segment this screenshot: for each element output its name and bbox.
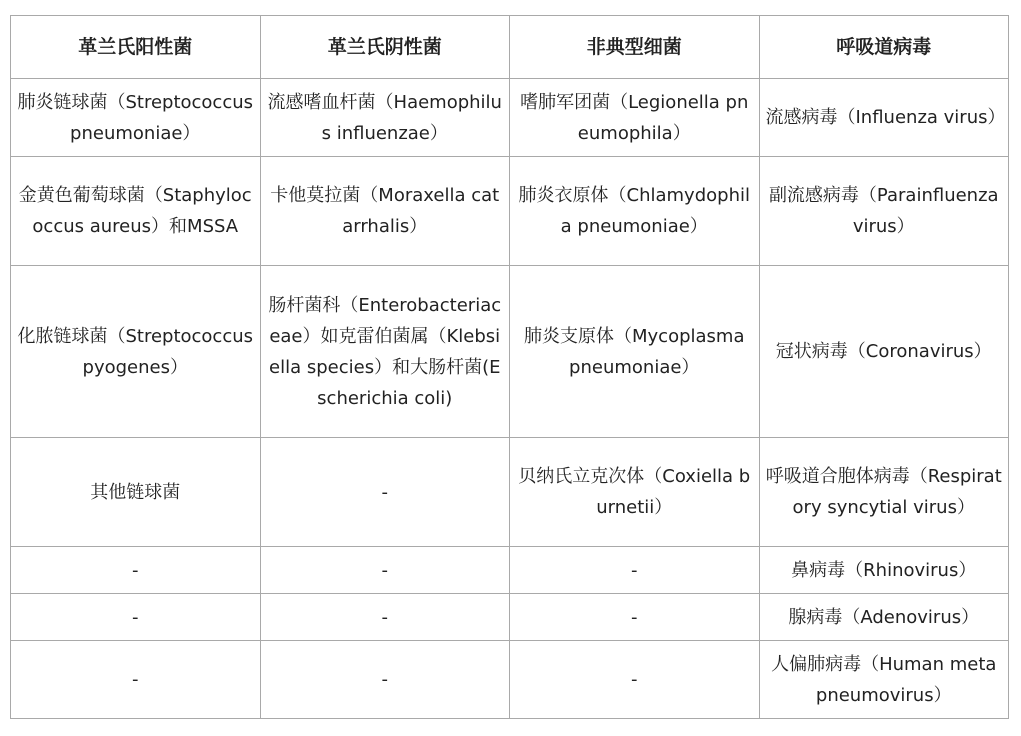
table-row [11,547,1009,594]
table-cell: 卡他莫拉菌（Moraxella catarrhalis） [260,157,510,266]
table-cell: - [260,547,510,594]
table-cell: 肺炎衣原体（Chlamydophila pneumoniae） [510,157,760,266]
table-row [11,438,1009,547]
header-respiratory-viruses: 呼吸道病毒 [759,16,1009,79]
table-cell: 腺病毒（Adenovirus） [759,594,1009,641]
table-cell: 其他链球菌 [11,438,261,547]
table-cell: 嗜肺军团菌（Legionella pneumophila） [510,79,760,157]
table-cell: - [260,641,510,719]
table-cell: 鼻病毒（Rhinovirus） [759,547,1009,594]
table-cell: 化脓链球菌（Streptococcus pyogenes） [11,266,261,438]
header-gram-positive: 革兰氏阳性菌 [11,16,261,79]
table-row [11,266,1009,438]
table-cell: - [260,594,510,641]
table-cell: - [510,641,760,719]
table-cell: 金黄色葡萄球菌（Staphylococcus aureus）和MSSA [11,157,261,266]
header-gram-negative: 革兰氏阴性菌 [260,16,510,79]
table-cell: - [11,594,261,641]
table-cell: 肺炎支原体（Mycoplasma pneumoniae） [510,266,760,438]
table-row [11,641,1009,719]
table-cell: 副流感病毒（Parainfluenza virus） [759,157,1009,266]
pathogen-table [10,15,1009,719]
header-row [11,16,1009,79]
table-cell: - [260,438,510,547]
table-cell: 人偏肺病毒（Human metapneumovirus） [759,641,1009,719]
table-row [11,157,1009,266]
table-cell: - [11,641,261,719]
header-atypical-bacteria: 非典型细菌 [510,16,760,79]
table-cell: 肠杆菌科（Enterobacteriaceae）如克雷伯菌属（Klebsiella species）和大肠杆菌(Escherichia coli) [260,266,510,438]
table-cell: - [510,594,760,641]
table-cell: 肺炎链球菌（Streptococcus pneumoniae） [11,79,261,157]
table-row [11,594,1009,641]
table-cell: 冠状病毒（Coronavirus） [759,266,1009,438]
table-cell: - [11,547,261,594]
table-cell: 贝纳氏立克次体（Coxiella burnetii） [510,438,760,547]
table-cell: 流感病毒（Influenza virus） [759,79,1009,157]
table-row [11,79,1009,157]
table-cell: - [510,547,760,594]
table-cell: 呼吸道合胞体病毒（Respiratory syncytial virus） [759,438,1009,547]
table-cell: 流感嗜血杆菌（Haemophilus influenzae） [260,79,510,157]
